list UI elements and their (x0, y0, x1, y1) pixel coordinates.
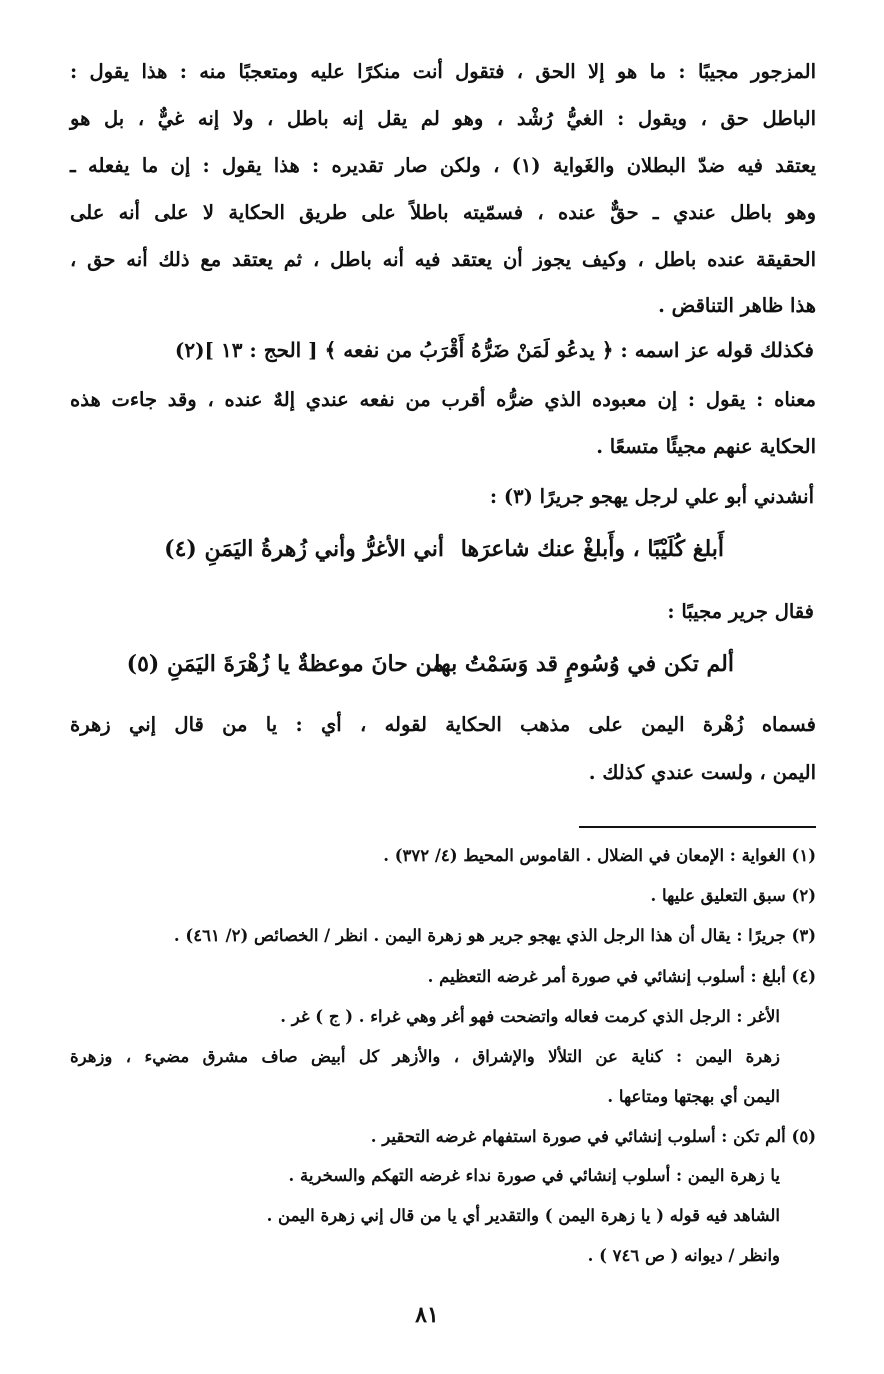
verse1-intro: أنشدني أبو علي لرجل يهجو جريرًا (٣) : (489, 485, 814, 508)
verse2-first-hemistich: ألم تكن في وُسُومٍ قد وَسَمْتُ بها (434, 651, 734, 677)
footnote-5: (٥) ألم تكن : أسلوب إنشائي في صورة استفهام غرضه التحقير . (370, 1127, 816, 1146)
footnote-4: (٤) أبلغ : أسلوب إنشائي في صورة أمر غرضه التعظيم . (427, 967, 816, 986)
footnote-5-shahid: الشاهد فيه قوله ( يا زهرة اليمن ) والتقدير أي يا من قال إني زهرة اليمن . (266, 1206, 780, 1225)
body-line-5: الحقيقة عنده باطل ، وكيف يجوز أن يعتقد فيه أنه باطل ، ثم يعتقد مع ذلك أنه حق ، (70, 248, 816, 271)
footnote-5-ya-zahrat: يا زهرة اليمن : أسلوب إنشائي في صورة نداء غرضه التهكم والسخرية . (288, 1166, 780, 1185)
body-line-9: الحكاية عنهم مجيئًا متسعًا . (596, 435, 816, 458)
verse2-intro: فقال جرير مجيبًا : (667, 600, 814, 623)
body-line-14: فسماه زُهْرة اليمن على مذهب الحكاية لقوله ، أي : يا من قال إني زهرة (70, 713, 816, 736)
body-line-15: اليمن ، ولست عندي كذلك . (588, 761, 816, 784)
footnote-separator (579, 826, 816, 828)
body-line-6: هذا ظاهر التناقض . (658, 294, 816, 317)
verse1-second-hemistich: أني الأغرُّ وأني زُهرةُ اليَمَنِ (٤) (164, 536, 444, 562)
footnote-4-agharr: الأغر : الرجل الذي كرمت فعاله واتضحت فهو أغر وهي غراء . ( ج ) غر . (280, 1007, 780, 1026)
footnote-3: (٣) جريرًا : يقال أن هذا الرجل الذي يهجو جرير هو زهرة اليمن . انظر / الخصائص (٢/ ٤٦١) . (173, 926, 816, 945)
footnote-5-diwan: وانظر / ديوانه ( ص ٧٤٦ ) . (587, 1246, 780, 1265)
footnote-4-zahrat: زهرة اليمن : كناية عن التلألا والإشراق ، والأزهر كل أبيض صاف مشرق مضيء ، وزهرة (70, 1047, 780, 1066)
footnote-1: (١) الغواية : الإمعان في الضلال . القاموس المحيط (٤/ ٣٧٢) . (383, 846, 816, 865)
body-line-1: المزجور مجيبًا : ما هو إلا الحق ، فتقول أنت منكرًا عليه ومتعجبًا منه : هذا يقول : (70, 60, 816, 83)
body-line-8: معناه : يقول : إن معبوده الذي ضرُّه أقرب من نفعه عندي إلهٌ عنده ، وقد جاءت هذه (70, 388, 816, 411)
body-line-4: وهو باطل عندي ـ حقٌّ عنده ، فسمّيته باطلاً على طريق الحكاية لا على أنه على (70, 201, 816, 224)
body-line-3: يعتقد فيه ضدّ البطلان والغَواية (١) ، ولكن صار تقديره : هذا يقول : إن ما يفعله ـ (70, 154, 816, 177)
body-line-2: الباطل حق ، ويقول : الغيُّ رُشْد ، وهو لم يقل إنه باطل ، ولا إنه غيٌّ ، بل هو (70, 107, 816, 130)
footnote-4-zahrat-cont: اليمن أي بهجتها ومتاعها . (607, 1087, 780, 1106)
page-number: ٨١ (415, 1302, 439, 1328)
verse1-first-hemistich: أَبلغ كُلَيْبًا ، وأَبلغْ عنك شاعرَها (460, 536, 724, 562)
footnote-2: (٢) سبق التعليق عليها . (650, 886, 816, 905)
quran-citation-line: فكذلك قوله عز اسمه : ﴿ يدعُو لَمَنْ ضَرُّهُ أَقْرَبُ من نفعه ﴾ [ الحج : ١٣ ](٢) (174, 338, 814, 362)
verse2-second-hemistich: من حانَ موعظةٌ يا زُهْرَةَ اليَمَنِ (٥) (126, 651, 444, 677)
